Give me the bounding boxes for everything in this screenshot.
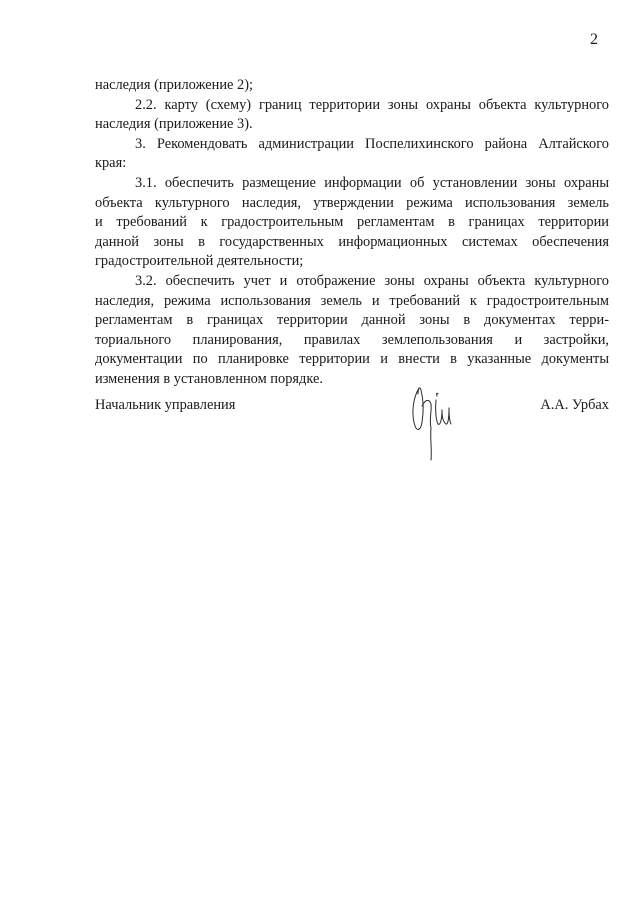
signatory-title: Начальник управления <box>95 397 236 413</box>
text-line: и требований к градостроительным регламентам в границах территории <box>95 214 609 231</box>
signature-row <box>95 396 609 416</box>
text-line: 3. Рекомендовать администрации Поспелихинского района Алтайского <box>135 135 609 152</box>
handwritten-signature <box>405 380 465 462</box>
text-line: документации по планировке территории и внести в указанные документы <box>95 351 609 368</box>
text-line: 2.2. карту (схему) границ территории зоны охраны объекта культурного <box>135 96 609 113</box>
text-line: наследия, режима использования земель и требований к градостроительным <box>95 292 609 309</box>
text-line: градостроительной деятельности; <box>95 253 304 270</box>
signatory-name: А.А. Урбах <box>540 397 609 413</box>
text-line: объекта культурного наследия, утверждении режима использования земель <box>95 194 609 211</box>
text-line: 3.2. обеспечить учет и отображение зоны охраны объекта культурного <box>135 272 609 289</box>
text-line: наследия (приложение 2); <box>95 77 254 93</box>
text-line: регламентам в границах территории данной зоны в документах терри- <box>95 312 609 329</box>
text-line: края: <box>95 155 127 172</box>
text-line: наследия (приложение 3). <box>95 116 253 133</box>
text-line: данной зоны в государственных информационных системах обеспечения <box>95 233 609 250</box>
text-line: изменения в установленном порядке. <box>95 370 323 387</box>
page-number: 2 <box>590 31 598 48</box>
document-body <box>95 76 609 390</box>
text-line: ториального планирования, правилах землепользования и застройки, <box>95 331 609 348</box>
text-line: 3.1. обеспечить размещение информации об установлении зоны охраны <box>135 174 609 191</box>
